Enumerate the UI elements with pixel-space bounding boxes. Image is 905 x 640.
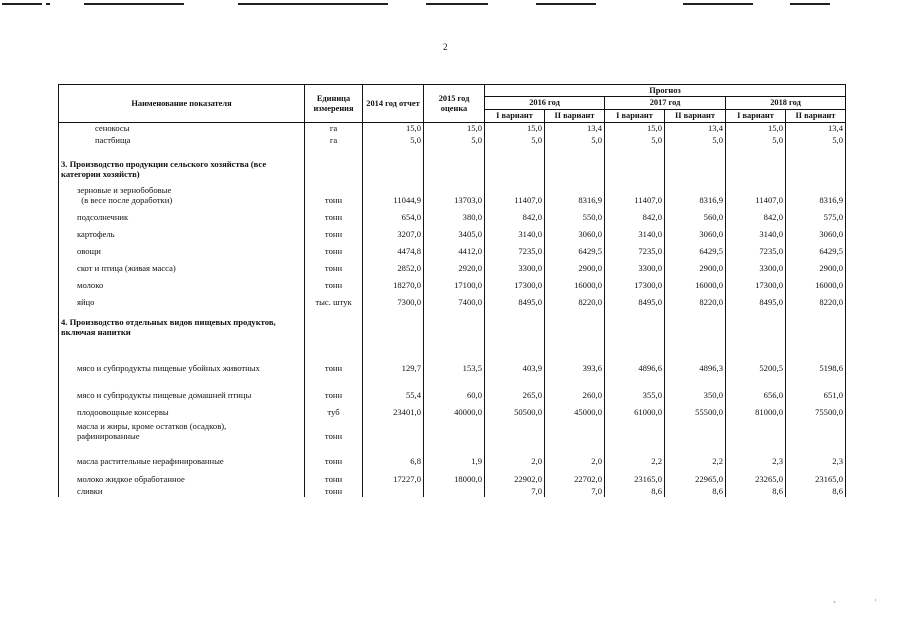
- value-cell: 7300,0: [363, 291, 424, 308]
- value-cell: 3140,0: [485, 223, 545, 240]
- value-cell: [545, 418, 605, 442]
- value-cell: 61000,0: [605, 401, 665, 418]
- value-cell: 842,0: [605, 206, 665, 223]
- value-cell: 7,0: [485, 485, 545, 497]
- value-cell: 23401,0: [363, 401, 424, 418]
- row-unit: тонн: [305, 223, 363, 240]
- header-forecast: Прогноз: [485, 85, 846, 97]
- value-cell: 3140,0: [605, 223, 665, 240]
- header-2014: 2014 год отчет: [363, 85, 424, 123]
- value-cell: 8316,9: [786, 180, 846, 206]
- value-cell: [424, 418, 485, 442]
- row-unit: тонн: [305, 338, 363, 374]
- value-cell: 8316,9: [545, 180, 605, 206]
- value-cell: 3060,0: [665, 223, 726, 240]
- value-cell: 15,0: [485, 123, 545, 134]
- empty-cell: [726, 146, 786, 180]
- value-cell: 842,0: [726, 206, 786, 223]
- table-row: [59, 418, 846, 442]
- value-cell: 8220,0: [786, 291, 846, 308]
- empty-cell: [545, 308, 605, 338]
- empty-cell: [545, 146, 605, 180]
- table-row: [59, 374, 846, 401]
- row-unit: га: [305, 123, 363, 134]
- row-label: плодоовощные консервы: [59, 401, 305, 418]
- empty-cell: [305, 146, 363, 180]
- value-cell: 842,0: [485, 206, 545, 223]
- scan-speck: ˙: [874, 598, 877, 608]
- value-cell: 8,6: [726, 485, 786, 497]
- value-cell: 15,0: [605, 123, 665, 134]
- value-cell: 17300,0: [485, 274, 545, 291]
- value-cell: 13,4: [545, 123, 605, 134]
- value-cell: 5,0: [363, 134, 424, 146]
- table-body: [59, 123, 846, 497]
- value-cell: [726, 418, 786, 442]
- value-cell: 2,0: [485, 442, 545, 467]
- value-cell: 6429,5: [665, 240, 726, 257]
- value-cell: 22702,0: [545, 467, 605, 485]
- scan-artifact-line: [790, 3, 830, 5]
- row-label: масла и жиры, кроме остатков (осадков), рафинированные: [59, 418, 305, 442]
- value-cell: 2,3: [726, 442, 786, 467]
- header-variant-2: II вариант: [545, 110, 605, 123]
- value-cell: 22902,0: [485, 467, 545, 485]
- row-label: сливки: [59, 485, 305, 497]
- value-cell: 656,0: [726, 374, 786, 401]
- value-cell: 560,0: [665, 206, 726, 223]
- value-cell: 153,5: [424, 338, 485, 374]
- value-cell: 81000,0: [726, 401, 786, 418]
- value-cell: 16000,0: [665, 274, 726, 291]
- value-cell: [424, 485, 485, 497]
- row-unit: тонн: [305, 442, 363, 467]
- value-cell: 3140,0: [726, 223, 786, 240]
- scan-artifact-line: [536, 3, 596, 5]
- value-cell: 22965,0: [665, 467, 726, 485]
- empty-cell: [605, 146, 665, 180]
- section-row: [59, 308, 846, 338]
- scan-artifact-line: [238, 3, 388, 5]
- value-cell: 60,0: [424, 374, 485, 401]
- row-label: зерновые и зернобобовые (в весе после доработки): [59, 180, 305, 206]
- row-unit: тонн: [305, 206, 363, 223]
- value-cell: 17300,0: [605, 274, 665, 291]
- value-cell: 550,0: [545, 206, 605, 223]
- empty-cell: [424, 308, 485, 338]
- value-cell: 8,6: [786, 485, 846, 497]
- value-cell: 8495,0: [726, 291, 786, 308]
- value-cell: 16000,0: [786, 274, 846, 291]
- scan-artifact-line: [683, 3, 753, 5]
- value-cell: 5,0: [786, 134, 846, 146]
- empty-cell: [363, 308, 424, 338]
- value-cell: 3060,0: [545, 223, 605, 240]
- row-label: овощи: [59, 240, 305, 257]
- scan-artifact-line: [2, 3, 42, 5]
- empty-cell: [363, 146, 424, 180]
- value-cell: 5,0: [485, 134, 545, 146]
- value-cell: 8220,0: [545, 291, 605, 308]
- value-cell: 11407,0: [726, 180, 786, 206]
- row-unit: тонн: [305, 467, 363, 485]
- value-cell: 8495,0: [605, 291, 665, 308]
- value-cell: 11407,0: [605, 180, 665, 206]
- value-cell: 3405,0: [424, 223, 485, 240]
- row-unit: тонн: [305, 274, 363, 291]
- value-cell: 18270,0: [363, 274, 424, 291]
- value-cell: 4412,0: [424, 240, 485, 257]
- value-cell: 55500,0: [665, 401, 726, 418]
- row-label: пастбища: [59, 134, 305, 146]
- value-cell: 403,9: [485, 338, 545, 374]
- scan-artifact-line: [426, 3, 488, 5]
- table-row: [59, 180, 846, 206]
- value-cell: 1,9: [424, 442, 485, 467]
- table-row: [59, 338, 846, 374]
- value-cell: [485, 418, 545, 442]
- value-cell: 5198,6: [786, 338, 846, 374]
- value-cell: 3300,0: [605, 257, 665, 274]
- header-2015: 2015 год оценка: [424, 85, 485, 123]
- table-row: [59, 206, 846, 223]
- value-cell: 651,0: [786, 374, 846, 401]
- empty-cell: [786, 308, 846, 338]
- value-cell: 8,6: [665, 485, 726, 497]
- row-unit: тыс. штук: [305, 291, 363, 308]
- value-cell: 3300,0: [726, 257, 786, 274]
- row-label: мясо и субпродукты пищевые убойных животных: [59, 338, 305, 374]
- value-cell: 7235,0: [605, 240, 665, 257]
- empty-cell: [665, 308, 726, 338]
- row-label: молоко жидкое обработанное: [59, 467, 305, 485]
- value-cell: 11407,0: [485, 180, 545, 206]
- empty-cell: [726, 308, 786, 338]
- value-cell: 55,4: [363, 374, 424, 401]
- forecast-table: [58, 84, 846, 497]
- section-row: [59, 146, 846, 180]
- value-cell: 23265,0: [726, 467, 786, 485]
- row-label: молоко: [59, 274, 305, 291]
- table-row: [59, 467, 846, 485]
- value-cell: 393,6: [545, 338, 605, 374]
- value-cell: 129,7: [363, 338, 424, 374]
- value-cell: 2,2: [665, 442, 726, 467]
- value-cell: [665, 418, 726, 442]
- table-row: [59, 123, 846, 134]
- value-cell: 8,6: [605, 485, 665, 497]
- value-cell: 16000,0: [545, 274, 605, 291]
- row-unit: тонн: [305, 374, 363, 401]
- empty-cell: [485, 308, 545, 338]
- row-label: картофель: [59, 223, 305, 240]
- section-title: 4. Производство отдельных видов пищевых продуктов, включая напитки: [59, 308, 305, 338]
- value-cell: 8316,9: [665, 180, 726, 206]
- value-cell: 13703,0: [424, 180, 485, 206]
- value-cell: 8220,0: [665, 291, 726, 308]
- value-cell: 5,0: [726, 134, 786, 146]
- page-number: 2: [443, 42, 448, 52]
- value-cell: [605, 418, 665, 442]
- table-row: [59, 485, 846, 497]
- header-name: Наименование показателя: [59, 85, 305, 123]
- row-unit: тонн: [305, 180, 363, 206]
- table-row: [59, 134, 846, 146]
- empty-cell: [786, 146, 846, 180]
- header-variant-1: I вариант: [485, 110, 545, 123]
- value-cell: 265,0: [485, 374, 545, 401]
- header-year-2018: 2018 год: [726, 97, 846, 110]
- scan-artifact-line: [46, 3, 50, 5]
- value-cell: 8495,0: [485, 291, 545, 308]
- value-cell: 40000,0: [424, 401, 485, 418]
- value-cell: 45000,0: [545, 401, 605, 418]
- row-label: сенокосы: [59, 123, 305, 134]
- value-cell: 6429,5: [545, 240, 605, 257]
- section-title: 3. Производство продукции сельского хозяйства (все категории хозяйств): [59, 146, 305, 180]
- value-cell: 23165,0: [605, 467, 665, 485]
- value-cell: 2900,0: [545, 257, 605, 274]
- value-cell: 15,0: [363, 123, 424, 134]
- value-cell: 4896,6: [605, 338, 665, 374]
- row-unit: туб: [305, 401, 363, 418]
- row-unit: тонн: [305, 485, 363, 497]
- value-cell: 5,0: [545, 134, 605, 146]
- header-variant-2: II вариант: [665, 110, 726, 123]
- value-cell: 13,4: [786, 123, 846, 134]
- value-cell: 2920,0: [424, 257, 485, 274]
- table-row: [59, 274, 846, 291]
- value-cell: 2,3: [786, 442, 846, 467]
- row-label: масла растительные нерафинированные: [59, 442, 305, 467]
- row-label: яйцо: [59, 291, 305, 308]
- value-cell: 23165,0: [786, 467, 846, 485]
- empty-cell: [665, 146, 726, 180]
- row-unit: га: [305, 134, 363, 146]
- value-cell: 2,0: [545, 442, 605, 467]
- value-cell: 3060,0: [786, 223, 846, 240]
- value-cell: 355,0: [605, 374, 665, 401]
- value-cell: 2,2: [605, 442, 665, 467]
- scan-artifact-line: [84, 3, 184, 5]
- value-cell: 7,0: [545, 485, 605, 497]
- row-label: скот и птица (живая масса): [59, 257, 305, 274]
- value-cell: 13,4: [665, 123, 726, 134]
- value-cell: 7400,0: [424, 291, 485, 308]
- empty-cell: [305, 308, 363, 338]
- value-cell: 15,0: [424, 123, 485, 134]
- row-unit: тонн: [305, 257, 363, 274]
- header-variant-2: II вариант: [786, 110, 846, 123]
- value-cell: 575,0: [786, 206, 846, 223]
- row-label: подсолнечник: [59, 206, 305, 223]
- value-cell: 5,0: [665, 134, 726, 146]
- value-cell: 15,0: [726, 123, 786, 134]
- value-cell: 18000,0: [424, 467, 485, 485]
- value-cell: 3300,0: [485, 257, 545, 274]
- table-row: [59, 257, 846, 274]
- value-cell: 50500,0: [485, 401, 545, 418]
- value-cell: 5200,5: [726, 338, 786, 374]
- value-cell: 6,8: [363, 442, 424, 467]
- value-cell: 260,0: [545, 374, 605, 401]
- table-row: [59, 291, 846, 308]
- header-year-2017: 2017 год: [605, 97, 726, 110]
- value-cell: 2900,0: [665, 257, 726, 274]
- value-cell: 7235,0: [485, 240, 545, 257]
- scan-speck: ˋ: [833, 600, 836, 610]
- value-cell: 17300,0: [726, 274, 786, 291]
- value-cell: 5,0: [424, 134, 485, 146]
- value-cell: 654,0: [363, 206, 424, 223]
- value-cell: 380,0: [424, 206, 485, 223]
- value-cell: 75500,0: [786, 401, 846, 418]
- value-cell: 17227,0: [363, 467, 424, 485]
- value-cell: 11044,9: [363, 180, 424, 206]
- row-label: мясо и субпродукты пищевые домашней птицы: [59, 374, 305, 401]
- value-cell: 4474,8: [363, 240, 424, 257]
- value-cell: 3207,0: [363, 223, 424, 240]
- value-cell: 17100,0: [424, 274, 485, 291]
- header-year-2016: 2016 год: [485, 97, 605, 110]
- empty-cell: [424, 146, 485, 180]
- row-unit: тонн: [305, 240, 363, 257]
- value-cell: 2900,0: [786, 257, 846, 274]
- header-variant-1: I вариант: [605, 110, 665, 123]
- table-row: [59, 442, 846, 467]
- empty-cell: [485, 146, 545, 180]
- empty-cell: [605, 308, 665, 338]
- table-row: [59, 240, 846, 257]
- header-variant-1: I вариант: [726, 110, 786, 123]
- table-row: [59, 223, 846, 240]
- value-cell: 4896,3: [665, 338, 726, 374]
- value-cell: 6429,5: [786, 240, 846, 257]
- value-cell: 350,0: [665, 374, 726, 401]
- table-row: [59, 401, 846, 418]
- value-cell: [363, 485, 424, 497]
- value-cell: [786, 418, 846, 442]
- value-cell: 7235,0: [726, 240, 786, 257]
- row-unit: тонн: [305, 418, 363, 442]
- value-cell: 2852,0: [363, 257, 424, 274]
- value-cell: 5,0: [605, 134, 665, 146]
- value-cell: [363, 418, 424, 442]
- header-unit: Единица измерения: [305, 85, 363, 123]
